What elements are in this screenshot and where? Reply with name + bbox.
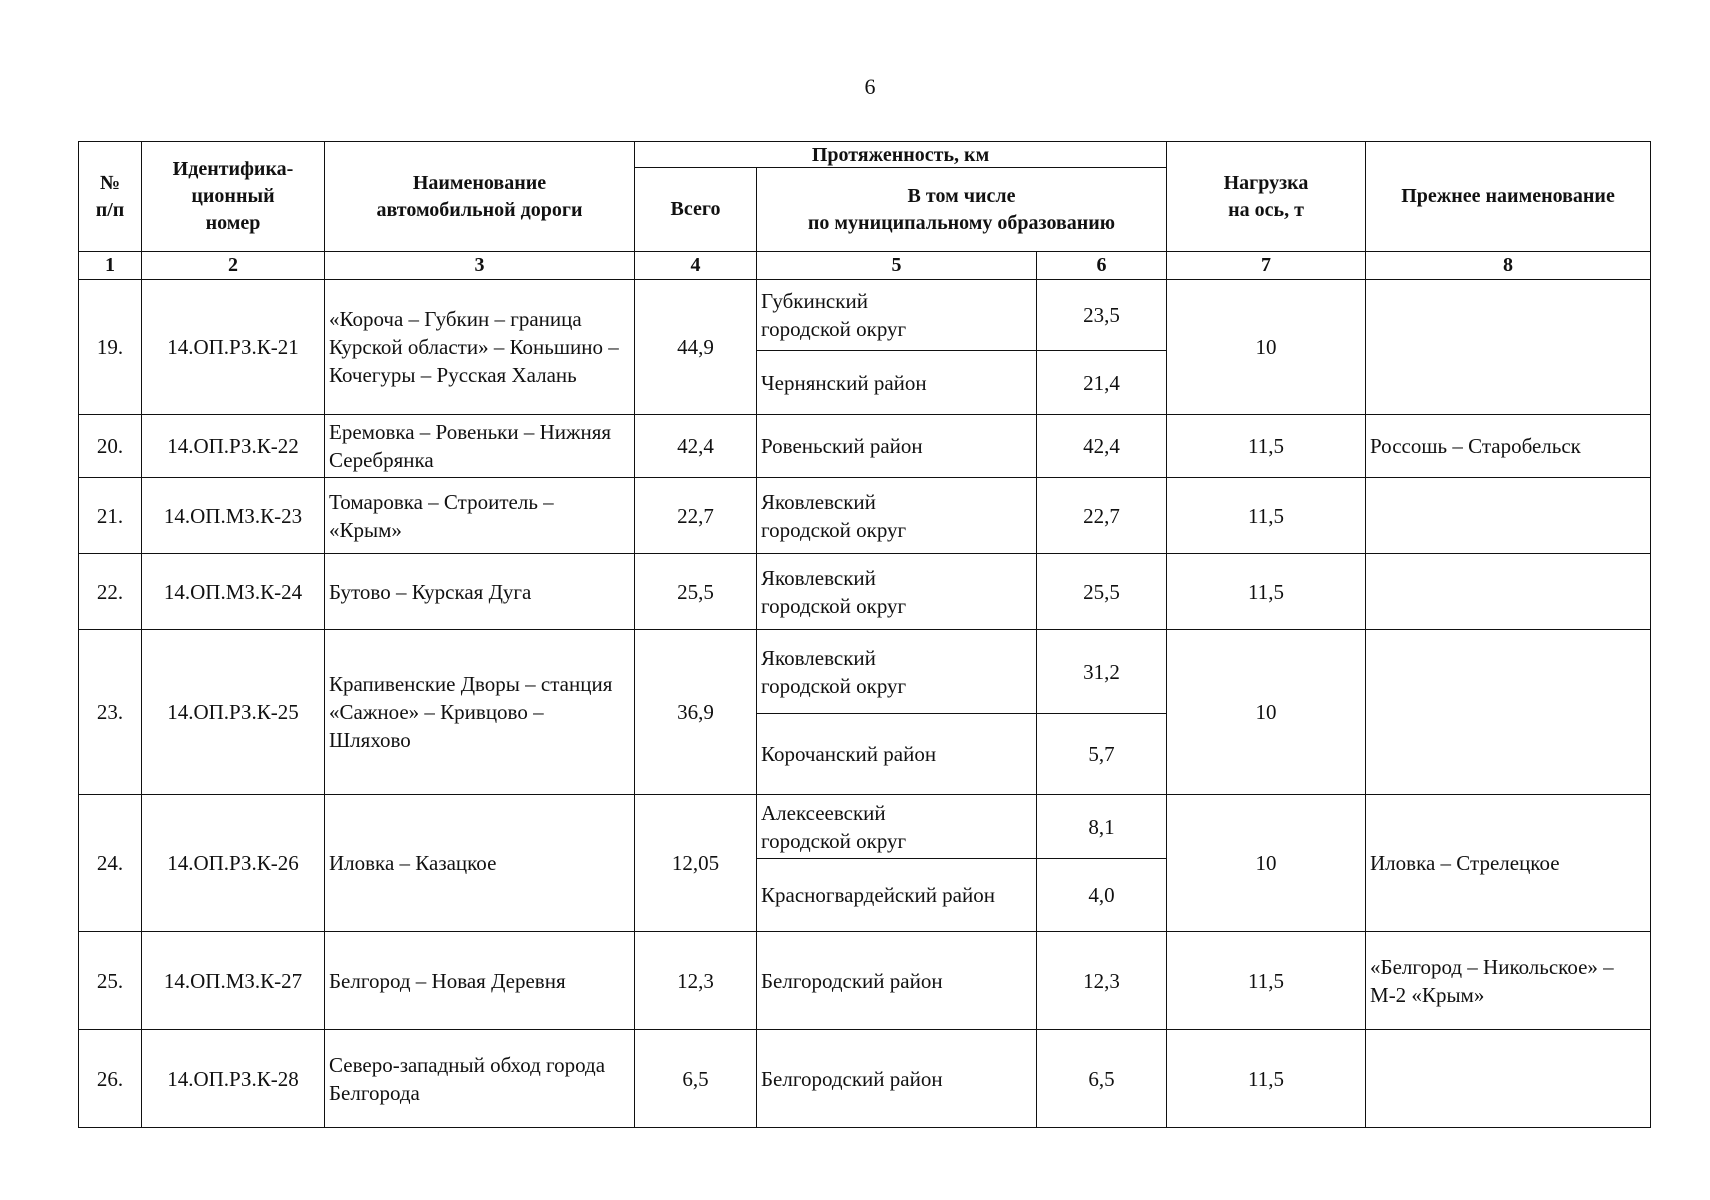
table-row bbox=[79, 554, 1651, 630]
column-number: 3 bbox=[325, 252, 635, 280]
table-row bbox=[79, 1030, 1651, 1128]
column-number: 7 bbox=[1167, 252, 1366, 280]
table-row bbox=[79, 795, 1651, 859]
row-prev-name: «Белгород – Никольское» – М-2 «Крым» bbox=[1366, 932, 1651, 1030]
header-load: Нагрузка на ось, т bbox=[1167, 142, 1366, 252]
row-load: 10 bbox=[1167, 630, 1366, 795]
row-municipality: Красногвардейский район bbox=[757, 859, 1037, 932]
row-municipality: Ровеньский район bbox=[757, 415, 1037, 478]
column-numbers-row bbox=[79, 252, 1651, 280]
row-municipality: Яковлевский городской округ bbox=[757, 478, 1037, 554]
row-municipality: Алексеевский городской округ bbox=[757, 795, 1037, 859]
row-num: 23. bbox=[79, 630, 142, 795]
page-number: 6 bbox=[864, 74, 876, 99]
column-number: 2 bbox=[142, 252, 325, 280]
row-load: 11,5 bbox=[1167, 554, 1366, 630]
header-prev-name: Прежнее наименование bbox=[1366, 142, 1651, 252]
column-number: 1 bbox=[79, 252, 142, 280]
row-num: 20. bbox=[79, 415, 142, 478]
row-municipality: Чернянский район bbox=[757, 351, 1037, 415]
column-number: 6 bbox=[1037, 252, 1167, 280]
header-name: Наименование автомобильной дороги bbox=[325, 142, 635, 252]
header-id: Идентифика- ционный номер bbox=[142, 142, 325, 252]
row-id: 14.ОП.МЗ.К-23 bbox=[142, 478, 325, 554]
row-total-km: 6,5 bbox=[635, 1030, 757, 1128]
row-municipality-km: 8,1 bbox=[1037, 795, 1167, 859]
row-total-km: 36,9 bbox=[635, 630, 757, 795]
row-municipality-km: 25,5 bbox=[1037, 554, 1167, 630]
row-road-name: Иловка – Казацкое bbox=[325, 795, 635, 932]
row-id: 14.ОП.РЗ.К-25 bbox=[142, 630, 325, 795]
column-number: 4 bbox=[635, 252, 757, 280]
row-id: 14.ОП.РЗ.К-21 bbox=[142, 280, 325, 415]
row-load: 11,5 bbox=[1167, 415, 1366, 478]
row-load: 11,5 bbox=[1167, 932, 1366, 1030]
header-num: № п/п bbox=[79, 142, 142, 252]
row-municipality: Белгородский район bbox=[757, 932, 1037, 1030]
row-municipality-km: 4,0 bbox=[1037, 859, 1167, 932]
row-num: 26. bbox=[79, 1030, 142, 1128]
row-load: 10 bbox=[1167, 795, 1366, 932]
row-prev-name: Россошь – Старобельск bbox=[1366, 415, 1651, 478]
row-total-km: 22,7 bbox=[635, 478, 757, 554]
row-road-name: Томаровка – Строитель – «Крым» bbox=[325, 478, 635, 554]
table-body bbox=[79, 280, 1651, 1128]
row-road-name: Белгород – Новая Деревня bbox=[325, 932, 635, 1030]
row-total-km: 44,9 bbox=[635, 280, 757, 415]
row-load: 10 bbox=[1167, 280, 1366, 415]
row-num: 24. bbox=[79, 795, 142, 932]
table-row bbox=[79, 478, 1651, 554]
row-road-name: Бутово – Курская Дуга bbox=[325, 554, 635, 630]
header-by-municipal: В том числе по муниципальному образованию bbox=[757, 168, 1167, 252]
row-road-name: Северо-западный обход города Белгорода bbox=[325, 1030, 635, 1128]
row-id: 14.ОП.МЗ.К-27 bbox=[142, 932, 325, 1030]
row-id: 14.ОП.РЗ.К-22 bbox=[142, 415, 325, 478]
row-load: 11,5 bbox=[1167, 1030, 1366, 1128]
roads-table bbox=[78, 141, 1651, 1128]
row-total-km: 25,5 bbox=[635, 554, 757, 630]
row-prev-name bbox=[1366, 554, 1651, 630]
row-municipality-km: 12,3 bbox=[1037, 932, 1167, 1030]
row-num: 25. bbox=[79, 932, 142, 1030]
row-prev-name bbox=[1366, 1030, 1651, 1128]
row-municipality-km: 5,7 bbox=[1037, 714, 1167, 795]
row-road-name: «Короча – Губкин – граница Курской области» – Коньшино – Кочегуры – Русская Халань bbox=[325, 280, 635, 415]
row-prev-name bbox=[1366, 280, 1651, 415]
row-road-name: Еремовка – Ровеньки – Нижняя Серебрянка bbox=[325, 415, 635, 478]
column-number: 5 bbox=[757, 252, 1037, 280]
row-municipality: Яковлевский городской округ bbox=[757, 554, 1037, 630]
table-row bbox=[79, 630, 1651, 714]
row-municipality: Яковлевский городской округ bbox=[757, 630, 1037, 714]
row-id: 14.ОП.РЗ.К-28 bbox=[142, 1030, 325, 1128]
header-length: Протяженность, км bbox=[635, 142, 1167, 168]
row-municipality: Корочанский район bbox=[757, 714, 1037, 795]
row-load: 11,5 bbox=[1167, 478, 1366, 554]
row-prev-name bbox=[1366, 478, 1651, 554]
row-municipality: Губкинский городской округ bbox=[757, 280, 1037, 351]
row-municipality-km: 22,7 bbox=[1037, 478, 1167, 554]
column-number: 8 bbox=[1366, 252, 1651, 280]
row-total-km: 12,05 bbox=[635, 795, 757, 932]
row-total-km: 42,4 bbox=[635, 415, 757, 478]
row-total-km: 12,3 bbox=[635, 932, 757, 1030]
row-municipality-km: 42,4 bbox=[1037, 415, 1167, 478]
row-num: 21. bbox=[79, 478, 142, 554]
row-prev-name bbox=[1366, 630, 1651, 795]
row-id: 14.ОП.РЗ.К-26 bbox=[142, 795, 325, 932]
row-municipality-km: 21,4 bbox=[1037, 351, 1167, 415]
row-municipality-km: 6,5 bbox=[1037, 1030, 1167, 1128]
table-row bbox=[79, 932, 1651, 1030]
row-prev-name: Иловка – Стрелецкое bbox=[1366, 795, 1651, 932]
row-road-name: Крапивенские Дворы – станция «Сажное» – Кривцово – Шляхово bbox=[325, 630, 635, 795]
row-municipality-km: 23,5 bbox=[1037, 280, 1167, 351]
row-id: 14.ОП.МЗ.К-24 bbox=[142, 554, 325, 630]
row-municipality: Белгородский район bbox=[757, 1030, 1037, 1128]
row-municipality-km: 31,2 bbox=[1037, 630, 1167, 714]
table-row bbox=[79, 280, 1651, 351]
table-row bbox=[79, 415, 1651, 478]
header-total: Всего bbox=[635, 168, 757, 252]
row-num: 22. bbox=[79, 554, 142, 630]
row-num: 19. bbox=[79, 280, 142, 415]
table-header bbox=[79, 142, 1651, 280]
